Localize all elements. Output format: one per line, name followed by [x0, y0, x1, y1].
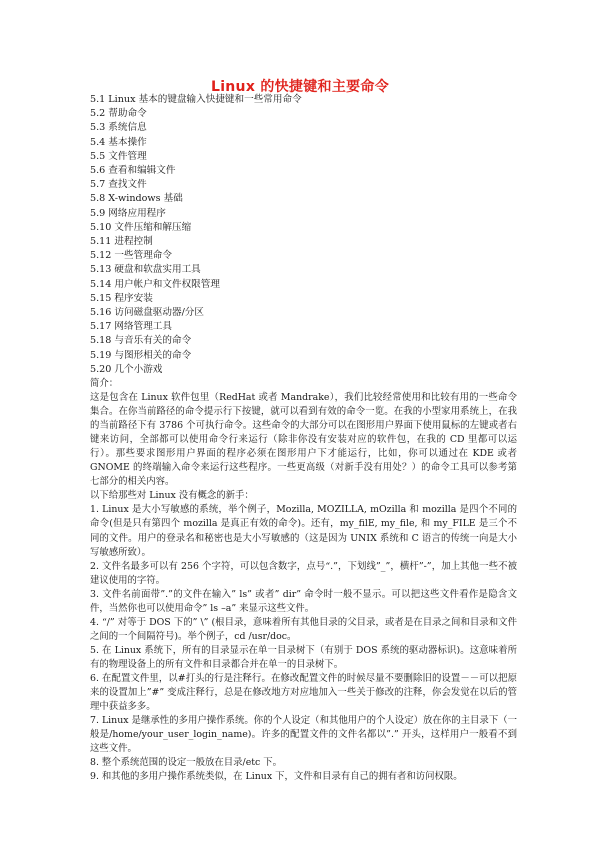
table-of-contents — [90, 93, 520, 377]
concept-item: 1. Linux 是大小写敏感的系统，举个例子，Mozilla, MOZILLA, mOzilla 和 mozilla 是四个不同的命令(但是只有第四个 mozilla 是真正有效的命令)。还有，my_filE, my_file, 和 my_FILE 是三个不同的文件。用户的登录名和秘密也是大小写敏感的（这是因为 UNIX 系统和 C 语言的传统一向是大小写敏感所致）。 — [90, 504, 517, 558]
toc-item: 5.11 进程控制 — [90, 236, 153, 248]
toc-item: 5.9 网络应用程序 — [90, 207, 166, 219]
page-title: Linux 的快捷键和主要命令 — [210, 79, 390, 95]
toc-item: 5.6 查看和编辑文件 — [90, 165, 176, 177]
toc-item: 5.14 用户帐户和文件权限管理 — [90, 278, 220, 290]
toc-item: 5.8 X-windows 基础 — [90, 193, 183, 205]
toc-item: 5.13 硬盘和软盘实用工具 — [90, 264, 201, 276]
toc-item: 5.12 一些管理命令 — [90, 250, 172, 262]
toc-item: 5.7 查找文件 — [90, 179, 147, 191]
toc-item: 5.1 Linux 基本的键盘输入快捷键和一些常用命令 — [90, 94, 302, 105]
toc-item: 5.19 与图形相关的命令 — [90, 349, 192, 361]
toc-item: 5.2 帮助命令 — [90, 108, 147, 120]
concept-item: 8. 整个系统范围的设定一般放在目录/etc 下。 — [90, 757, 283, 769]
intro-heading: 简介： — [90, 378, 119, 389]
toc-item: 5.18 与音乐有关的命令 — [90, 335, 192, 347]
concept-item: 4. “/” 对等于 DOS 下的” \” (根目录，意味着所有其他目录的父目录，或者是在目录之间和目录和文件之间的一个间隔符号)。举个例子，cd /usr/doc。 — [90, 616, 517, 642]
toc-item: 5.10 文件压缩和解压缩 — [90, 221, 192, 233]
intro-paragraph: 这是包含在 Linux 软件包里（RedHat 或者 Mandrake），我们比较经常使用和比较有用的一些命令集合。在你当前路径的命令提示行下按键，就可以看到有效的命令一览。在我的小型家用系统上，在我的当前路径下有 3786 个可执行命令。这些命令的大部分可以在图形用户界面下使用鼠标的左键或者右键来访问，全部都可以使用命令行来运行（除非你没有安装对应的软件包，在我的 CD 里都可以运行）。那些要求图形用户界面的程序必须在图形用户下才能运行，比如，你可以通过在 KDE 或者 GNOME 的终端输入命令来运行这些程序。一些更高级（对新手没有用处？）的命令工具可以参考第七部分的相关内容。 — [90, 392, 517, 488]
concept-item: 7. Linux 是继承性的多用户操作系统。你的个人设定（和其他用户的个人设定）放在你的主目录下（一般是/home/your_user_login_name)。许多的配置文件的文件名都以”.” 开头，这样用户一般看不到这些文件。 — [90, 715, 517, 755]
toc-item: 5.15 程序安装 — [90, 292, 153, 304]
toc-item: 5.20 几个小游戏 — [90, 363, 163, 375]
toc-item: 5.16 访问磁盘驱动器/分区 — [90, 307, 204, 319]
concept-item: 3. 文件名前面带”.”的文件在输入” ls” 或者” dir” 命令时一般不显示。可以把这些文件看作是隐含文件，当然你也可以使用命令” ls –a” 来显示这些文件。 — [90, 588, 517, 614]
concept-item: 9. 和其他的多用户操作系统类似，在 Linux 下，文件和目录有自己的拥有者和访问权限。 — [90, 771, 463, 783]
toc-item: 5.5 文件管理 — [90, 150, 147, 162]
toc-item: 5.4 基本操作 — [90, 136, 147, 148]
toc-item: 5.3 系统信息 — [90, 122, 147, 134]
concepts-heading: 以下给那些对 Linux 没有概念的新手： — [90, 490, 254, 502]
concept-item: 6. 在配置文件里，以#打头的行是注释行。在修改配置文件的时候尽量不要删除旧的设置－－可以把原来的设置加上”#” 变成注释行，总是在修改地方对应地加入一些关于修改的注释，你会发觉在以后的管理中获益多多。 — [90, 672, 517, 713]
toc-item: 5.17 网络管理工具 — [90, 321, 172, 333]
concept-item: 5. 在 Linux 系统下，所有的目录显示在单一目录树下（有别于 DOS 系统的驱动器标识)。这意味着所有的物理设备上的所有文件和目录都合并在单一的目录树下。 — [90, 644, 517, 670]
document-body — [90, 377, 517, 784]
concept-item: 2. 文件名最多可以有 256 个字符，可以包含数字，点号“.”，下划线”_”，横杆”-”，加上其他一些不被建议使用的字符。 — [90, 560, 517, 586]
